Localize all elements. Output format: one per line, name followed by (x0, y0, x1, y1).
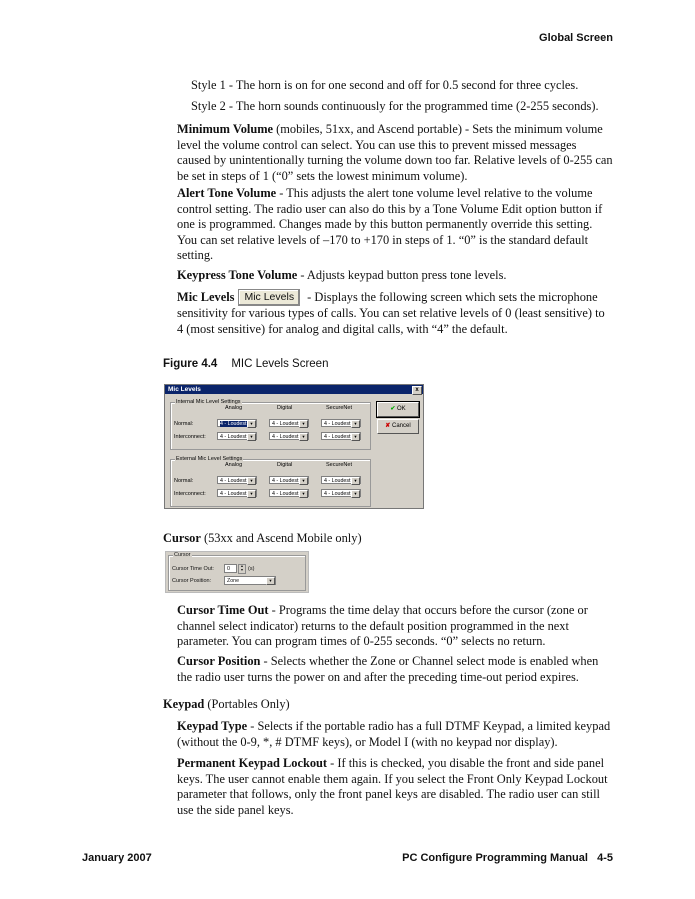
page-header-title: Global Screen (539, 32, 613, 44)
close-icon[interactable]: x (412, 386, 422, 395)
external-normal-analog-select[interactable]: 4 - Loudest ▼ (217, 476, 257, 484)
cursor-desc: (53xx and Ascend Mobile only) (200, 531, 362, 545)
min-volume-term: Minimum Volume (177, 122, 274, 136)
chevron-down-icon: ▼ (266, 577, 275, 585)
mic-levels-button[interactable]: Mic Levels (238, 289, 300, 306)
chevron-down-icon: ▼ (299, 433, 308, 441)
keypress-paragraph (177, 268, 613, 284)
internal-interconnect-securenet-select[interactable]: 4 - Loudest ▼ (321, 432, 361, 440)
col-analog: Analog (225, 462, 243, 468)
keypad-lockout-paragraph (177, 756, 613, 818)
internal-group-label: Internal Mic Level Settings (176, 399, 241, 405)
keypad-type-term: Keypad Type (177, 719, 248, 733)
external-interconnect-securenet-select[interactable]: 4 - Loudest ▼ (321, 489, 361, 497)
chevron-down-icon: ▼ (351, 490, 360, 498)
cursor-timeout-term: Cursor Time Out (177, 603, 269, 617)
chevron-down-icon: ▼ (299, 477, 308, 485)
keypad-lockout-desc: - If this is checked, you disable the front and side panel keys. The user cannot enable them again. If you select the Front Only Keypad Lockout parameter that follows, only the front panel keys are disabled. The radio user can still use the side panel keys. (177, 756, 608, 817)
cursor-position-paragraph (177, 654, 613, 685)
min-volume-desc: (mobiles, 51xx, and Ascend portable) - Sets the minimum volume level the volume control can select. You can use this to prevent missed messages caused by unintentionally turning the volume down too far. Relative levels of 0-255 can be set in steps of 1 (“0” sets the lowest minimum volume). (177, 122, 613, 183)
alert-tone-term: Alert Tone Volume (177, 186, 277, 200)
col-securenet: SecureNet (326, 462, 352, 468)
external-interconnect-digital-select[interactable]: 4 - Loudest ▼ (269, 489, 309, 497)
chevron-down-icon: ▼ (247, 477, 256, 485)
figure-title: MIC Levels Screen (231, 358, 329, 370)
cursor-position-label: Cursor Position: (172, 578, 212, 584)
style2-text: Style 2 - The horn sounds continuously for the programmed time (2-255 seconds). (191, 99, 599, 113)
mic-levels-dialog (164, 384, 424, 509)
chevron-down-icon: ▼ (299, 490, 308, 498)
alert-tone-paragraph (177, 186, 613, 264)
min-volume-paragraph (177, 122, 613, 184)
internal-interconnect-digital-select[interactable]: 4 - Loudest ▼ (269, 432, 309, 440)
col-securenet: SecureNet (326, 405, 352, 411)
external-normal-digital-select[interactable]: 4 - Loudest ▼ (269, 476, 309, 484)
style1-text: Style 1 - The horn is on for one second and off for 0.5 second for three cycles. (191, 78, 579, 92)
external-mic-group (170, 456, 371, 507)
row-normal: Normal: (174, 478, 194, 484)
check-icon: ✔ (390, 406, 396, 412)
footer-manual-page: PC Configure Programming Manual 4-5 (402, 852, 613, 864)
col-digital: Digital (277, 405, 293, 411)
keypad-lockout-term: Permanent Keypad Lockout (177, 756, 328, 770)
cursor-time-out-label: Cursor Time Out: (172, 566, 214, 572)
col-digital: Digital (277, 462, 293, 468)
chevron-down-icon: ▼ (247, 420, 256, 428)
alert-tone-desc: - This adjusts the alert tone volume level relative to the volume control setting. The radio user can also do this by a Tone Volume Edit option button if one is programmed. Changes made by this button permanently override this setting. You can set relative levels of –170 to +170 in steps of 1. “0” is the standard default setting. (177, 186, 603, 263)
figure-number: Figure 4.4 (163, 358, 218, 370)
mic-levels-term: Mic Levels (177, 290, 235, 304)
internal-normal-analog-select[interactable]: 4 - Loudest ▼ (217, 419, 257, 427)
internal-mic-group (170, 399, 371, 450)
cursor-time-out-input[interactable]: 0 (224, 564, 237, 573)
cursor-position-desc: - Selects whether the Zone or Channel select mode is enabled when the radio user turns the power on and after the preceding time-out period expires. (177, 654, 599, 684)
cursor-term: Cursor (163, 531, 201, 545)
keypress-term: Keypress Tone Volume (177, 268, 298, 282)
cancel-button[interactable]: ✘ Cancel (377, 419, 419, 434)
row-normal: Normal: (174, 421, 194, 427)
cursor-position-term: Cursor Position (177, 654, 261, 668)
internal-interconnect-analog-select[interactable]: 4 - Loudest ▼ (217, 432, 257, 440)
chevron-down-icon: ▼ (351, 477, 360, 485)
cursor-group (168, 552, 306, 591)
cursor-timeout-desc: - Programs the time delay that occurs before the cursor (zone or channel select indicator) returns to the default position programmed in the next parameter. You can program times of 0-255 seconds. “0” selects no return. (177, 603, 588, 649)
chevron-down-icon: ▼ (351, 433, 360, 441)
mic-levels-desc: - Displays the following screen which sets the microphone sensitivity for various types of calls. You can set relative levels of 0 (least sensitive) to 4 (most sensitive) for analog and digital calls, with “4” the default. (177, 290, 605, 336)
dialog-title: Mic Levels (168, 386, 201, 393)
col-analog: Analog (225, 405, 243, 411)
cursor-paragraph (163, 531, 613, 547)
keypad-type-desc: - Selects if the portable radio has a full DTMF Keypad, a limited keypad (without the 0-9, *, # DTMF keys), or Model I (with no keypad nor display). (177, 719, 611, 749)
chevron-down-icon: ▼ (247, 433, 256, 441)
cursor-group-label: Cursor (174, 552, 191, 558)
cancel-x-icon: ✘ (385, 423, 391, 429)
internal-normal-digital-select[interactable]: 4 - Loudest ▼ (269, 419, 309, 427)
chevron-down-icon: ▼ (299, 420, 308, 428)
external-interconnect-analog-select[interactable]: 4 - Loudest ▼ (217, 489, 257, 497)
ok-button[interactable]: ✔ OK (377, 402, 419, 417)
internal-normal-securenet-select[interactable]: 4 - Loudest ▼ (321, 419, 361, 427)
keypad-term: Keypad (163, 697, 205, 711)
chevron-down-icon: ▼ (247, 490, 256, 498)
row-interconnect: Interconnect: (174, 434, 206, 440)
keypad-type-paragraph (177, 719, 613, 750)
cursor-timeout-paragraph (177, 603, 613, 650)
chevron-down-icon: ▼ (351, 420, 360, 428)
dialog-title-bar (165, 385, 423, 394)
footer-date: January 2007 (82, 852, 152, 864)
spin-arrows-icon[interactable]: ▲ ▼ (238, 564, 246, 574)
cursor-time-out-unit: (s) (248, 566, 255, 572)
keypad-paragraph (163, 697, 613, 713)
keypad-desc: (Portables Only) (204, 697, 290, 711)
cursor-position-select[interactable]: Zone ▼ (224, 576, 276, 585)
keypress-desc: - Adjusts keypad button press tone levels. (297, 268, 507, 282)
mic-levels-paragraph (177, 289, 613, 337)
external-group-label: External Mic Level Settings (176, 456, 243, 462)
row-interconnect: Interconnect: (174, 491, 206, 497)
external-normal-securenet-select[interactable]: 4 - Loudest ▼ (321, 476, 361, 484)
figure-caption (163, 358, 328, 370)
cursor-settings-panel (165, 551, 309, 593)
